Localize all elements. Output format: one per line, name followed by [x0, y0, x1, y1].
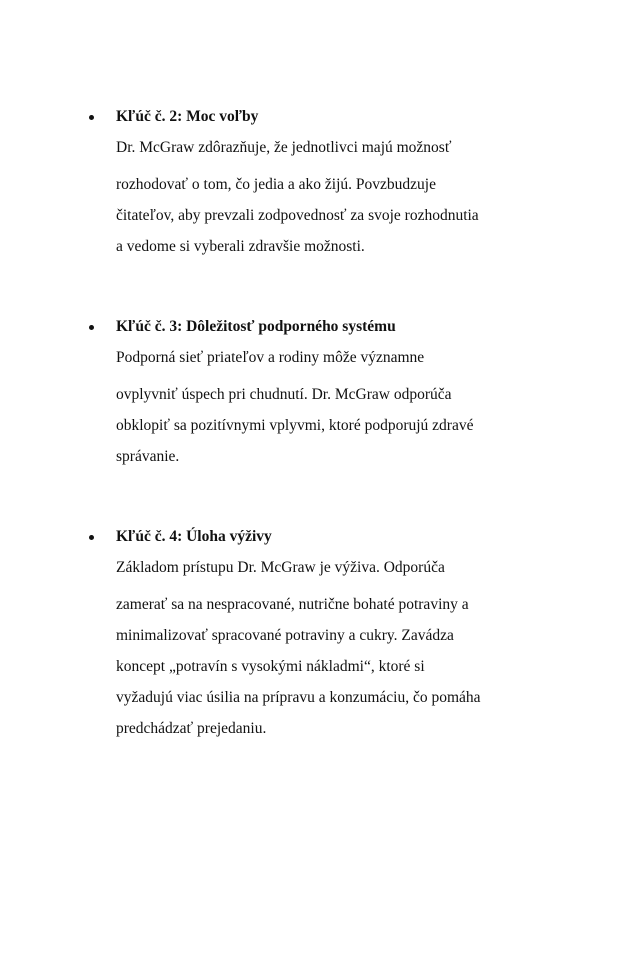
body-line: čitateľov, aby prevzali zodpovednosť za svoje rozhodnutia [116, 207, 479, 224]
body-line: minimalizovať spracované potraviny a cukry. Zavádza [116, 627, 454, 644]
item-heading: Kľúč č. 4: Úloha výživy [116, 528, 272, 545]
body-line: zamerať sa na nespracované, nutrične bohaté potraviny a [116, 596, 469, 613]
body-line: koncept „potravín s vysokými nákladmi“, ktoré si [116, 658, 425, 675]
item-body [116, 138, 556, 262]
body-line: rozhodovať o tom, čo jedia a ako žijú. Povzbudzuje [116, 176, 436, 193]
item-body [116, 348, 556, 472]
body-line: vyžadujú viac úsilia na prípravu a konzumáciu, čo pomáha [116, 689, 481, 706]
bullet-content [116, 317, 556, 472]
body-line: a vedome si vyberali zdravšie možnosti. [116, 238, 365, 255]
bullet-content [116, 107, 556, 262]
bullet-content [116, 527, 556, 744]
body-line: správanie. [116, 448, 180, 465]
item-heading: Kľúč č. 2: Moc voľby [116, 108, 259, 125]
body-line: ovplyvniť úspech pri chudnutí. Dr. McGraw odporúča [116, 386, 452, 403]
body-line: Podporná sieť priateľov a rodiny môže významne [116, 349, 425, 366]
item-heading: Kľúč č. 3: Dôležitosť podporného systému [116, 318, 396, 335]
body-line: obklopiť sa pozitívnymi vplyvmi, ktoré podporujú zdravé [116, 417, 474, 434]
body-line: predchádzať prejedaniu. [116, 720, 267, 737]
item-body [116, 558, 556, 744]
body-line: Dr. McGraw zdôrazňuje, že jednotlivci majú možnosť [116, 139, 452, 156]
body-line: Základom prístupu Dr. McGraw je výživa. Odporúča [116, 559, 445, 576]
